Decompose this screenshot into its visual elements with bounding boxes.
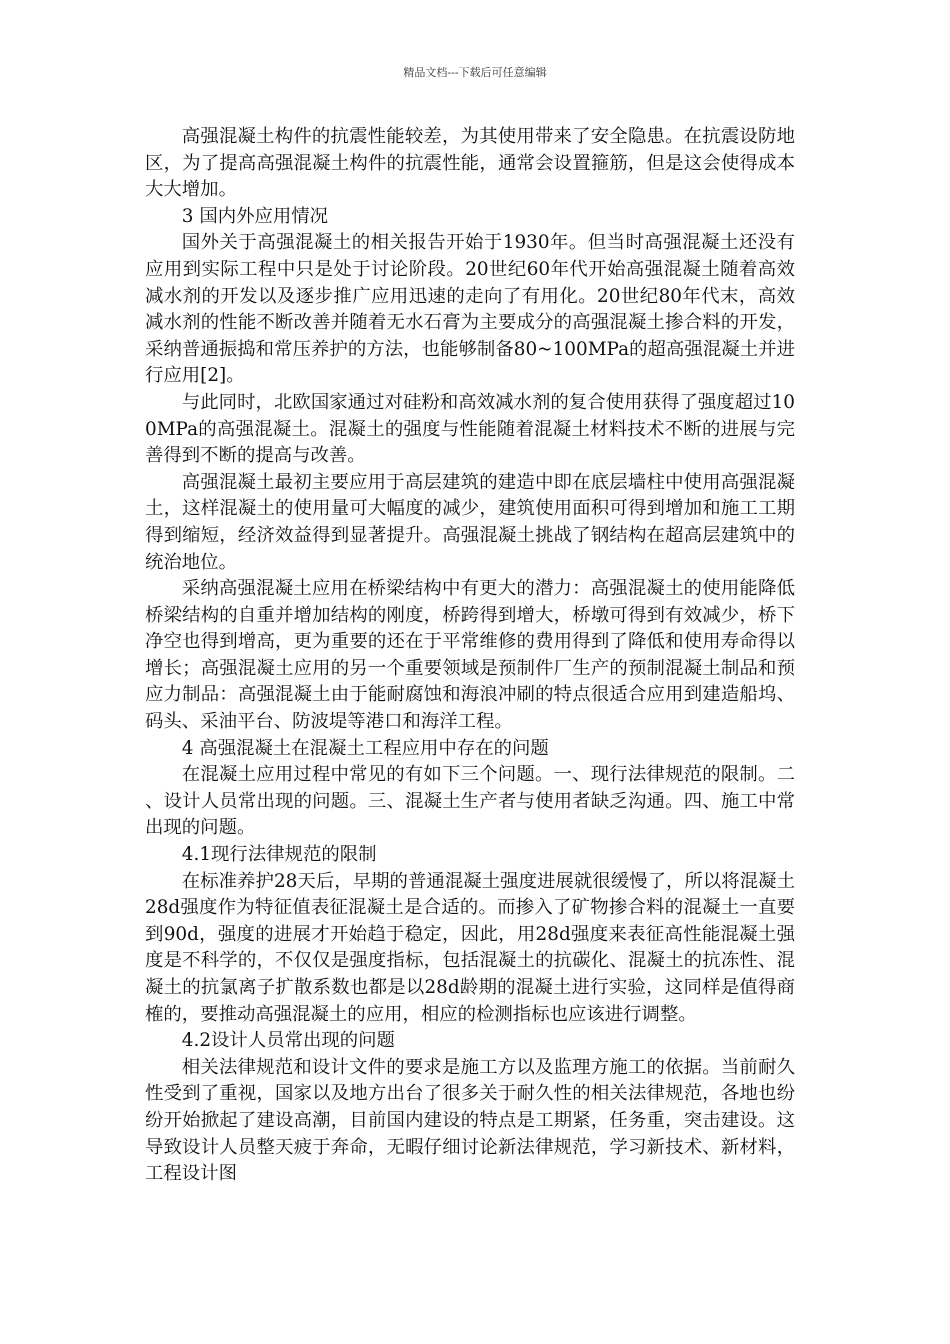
paragraph-regulations: 在标准养护28天后，早期的普通混凝土强度进展就很缓慢了，所以将混凝土28d强度作为特征值表征混凝土是合适的。而掺入了矿物掺合料的混凝土一直要到90d，强度的进展才开始趋于稳定，因此，用28d强度来表征高性能混凝土强度是不科学的，不仅仅是强度指标，包括混凝土的抗碳化、混凝土的抗冻性、混凝土的抗氯离子扩散系数也都是以28d龄期的混凝土进行实验，这同样是值得商榷的，要推动高强混凝土的应用，相应的检测指标也应该进行调整。 <box>145 870 795 1025</box>
paragraph-nordic: 与此同时，北欧国家通过对硅粉和高效减水剂的复合使用获得了强度超过100MPa的高强混凝土。混凝土的强度与性能随着混凝土材料技术不断的进展与完善得到不断的提高与改善。 <box>145 391 795 467</box>
paragraph-foreign-history: 国外关于高强混凝土的相关报告开始于1930年。但当时高强混凝土还没有应用到实际工程中只是处于讨论阶段。20世纪60年代开始高强混凝土随着高效减水剂的开发以及逐步推广应用迅速的走向了有用化。20世纪80年代末，高效减水剂的性能不断改善并随着无水石膏为主要成分的高强混凝土掺合料的开发，采纳普通振捣和常压养护的方法，也能够制备80~100MPa的超高强混凝土并进行应用[2]。 <box>145 232 795 387</box>
document-body <box>145 124 795 1188</box>
section-heading-4: 4 高强混凝土在混凝土工程应用中存在的问题 <box>181 737 549 759</box>
paragraph-problems-list: 在混凝土应用过程中常见的有如下三个问题。一、现行法律规范的限制。二、设计人员常出现的问题。三、混凝土生产者与使用者缺乏沟通。四、施工中常出现的问题。 <box>145 764 795 839</box>
section-heading-4-1: 4.1现行法律规范的限制 <box>181 844 377 866</box>
paragraph-high-rise: 高强混凝土最初主要应用于高层建筑的建造中即在底层墙柱中使用高强混凝土，这样混凝土的使用量可大幅度的减少，建筑使用面积可得到增加和施工工期得到缩短，经济效益得到显著提升。高强混凝土挑战了钢结构在超高层建筑中的统治地位。 <box>145 471 795 573</box>
page-header: 精品文档---下载后可任意编辑 <box>403 66 547 79</box>
paragraph-seismic: 高强混凝土构件的抗震性能较差，为其使用带来了安全隐患。在抗震设防地区，为了提高高强混凝土构件的抗震性能，通常会设置箍筋，但是这会使得成本大大增加。 <box>145 126 795 201</box>
section-heading-3: 3 国内外应用情况 <box>181 205 329 227</box>
paragraph-designers: 相关法律规范和设计文件的要求是施工方以及监理方施工的依据。当前耐久性受到了重视，国家以及地方出台了很多关于耐久性的相关法律规范，各地也纷纷开始掀起了建设高潮，目前国内建设的特点是工期紧，任务重，突击建设。这导致设计人员整天疲于奔命，无暇仔细讨论新法律规范，学习新技术、新材料，工程设计图 <box>145 1056 795 1185</box>
section-heading-4-2: 4.2设计人员常出现的问题 <box>181 1030 395 1052</box>
paragraph-bridges: 采纳高强混凝土应用在桥梁结构中有更大的潜力：高强混凝土的使用能降低桥梁结构的自重并增加结构的刚度，桥跨得到增大，桥墩可得到有效减少，桥下净空也得到增高，更为重要的还在于平常维修的费用得到了降低和使用寿命得以增长；高强混凝土应用的另一个重要领域是预制件厂生产的预制混凝土制品和预应力制品：高强混凝土由于能耐腐蚀和海浪冲刷的特点很适合应用到建造船坞、码头、采油平台、防波堤等港口和海洋工程。 <box>145 578 795 733</box>
